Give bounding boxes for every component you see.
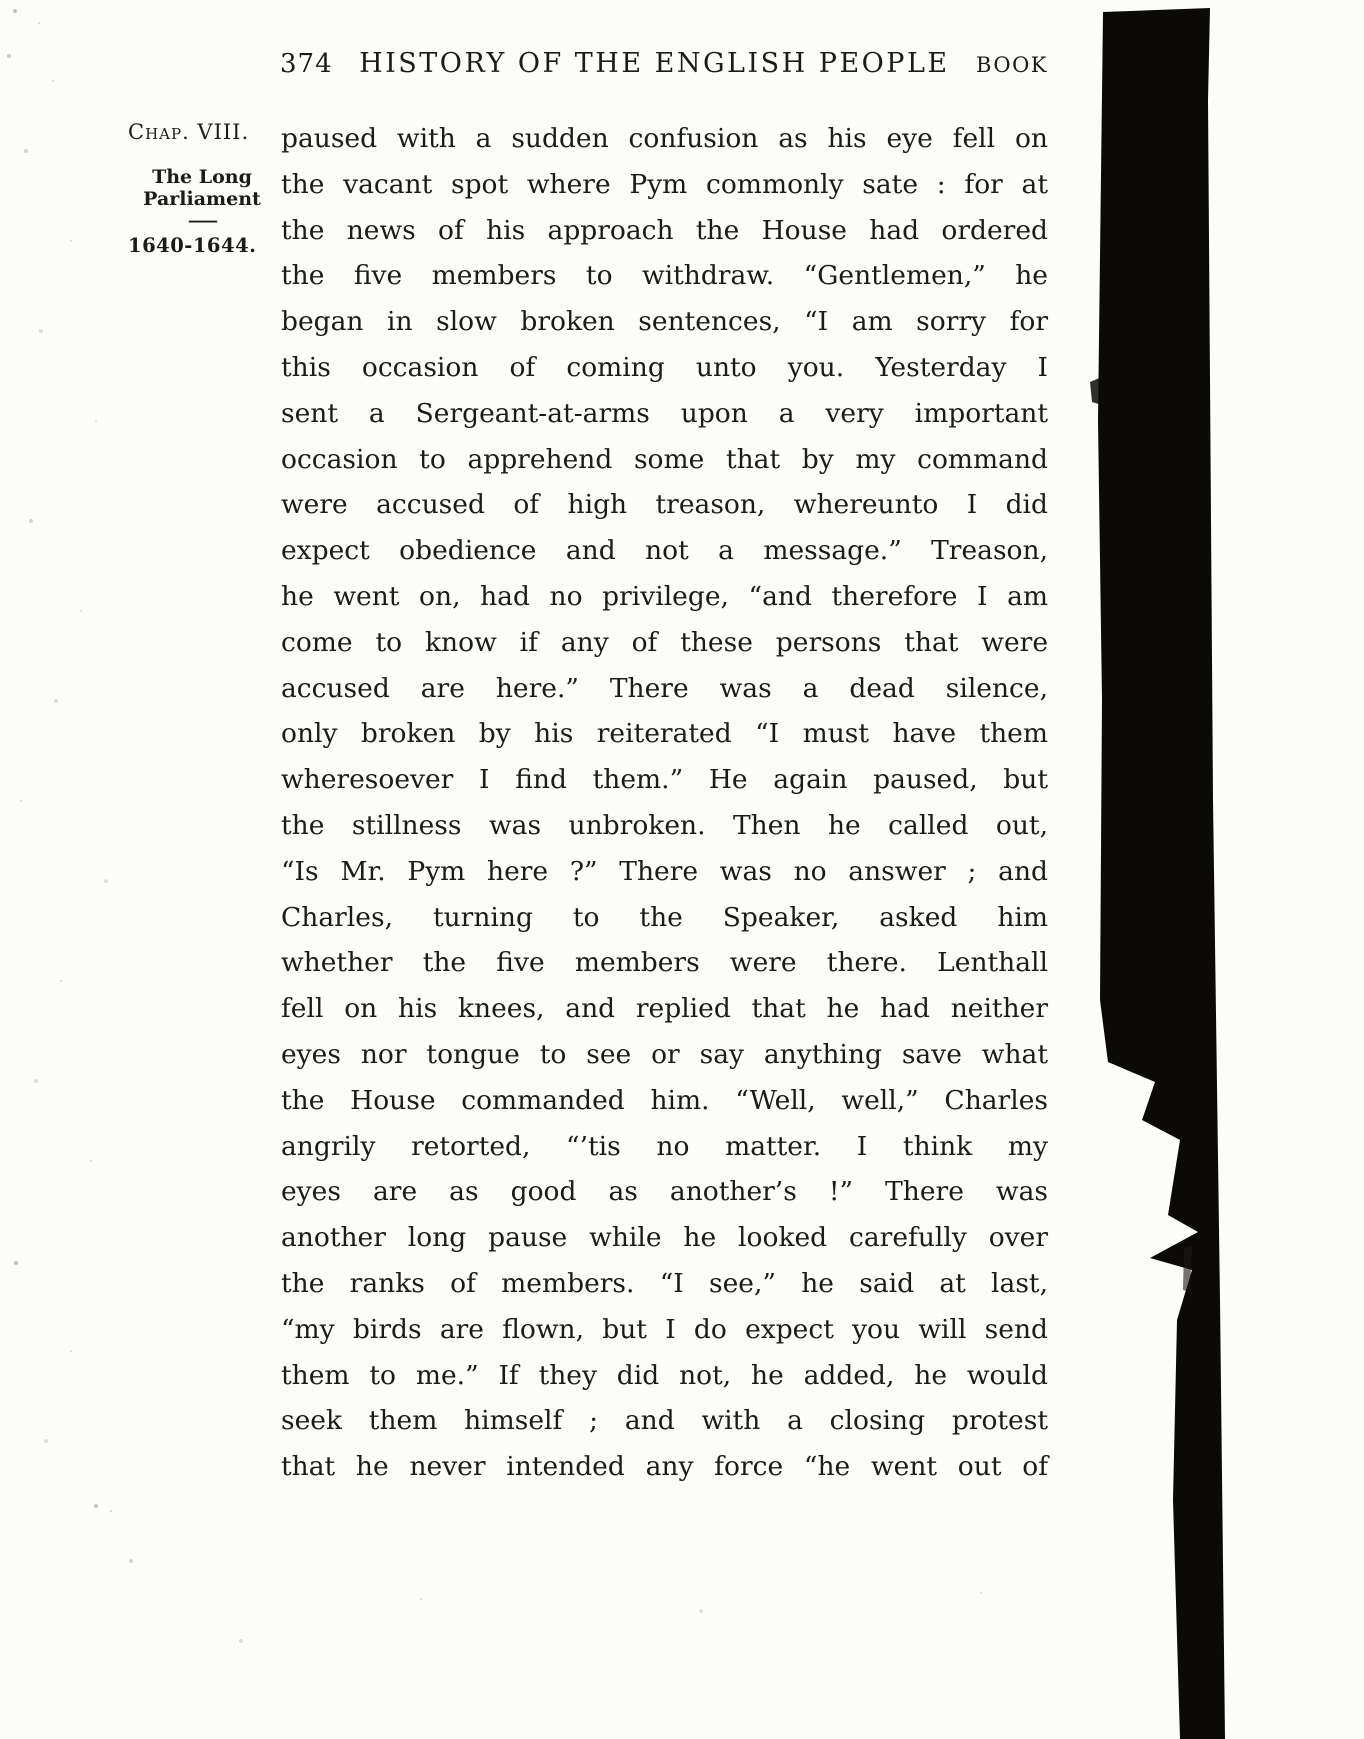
- text-line: whether the five members were there. Lenthall: [281, 947, 1048, 979]
- text-line: only broken by his reiterated “I must have them: [281, 718, 1048, 750]
- text-line: “my birds are flown, but I do expect you will send: [281, 1313, 1048, 1345]
- text-line: that he never intended any force “he went out of: [281, 1451, 1048, 1483]
- text-line: he went on, had no privilege, “and therefore I am: [281, 580, 1048, 612]
- margin-divider: ——: [188, 216, 216, 226]
- header-book-label: BOOK: [976, 53, 1048, 77]
- text-line: eyes nor tongue to see or say anything save what: [281, 1038, 1048, 1070]
- margin-dates: 1640-1644.: [128, 234, 257, 257]
- text-line: “Is Mr. Pym here ?” There was no answer ; and: [281, 855, 1048, 887]
- text-line: fell on his knees, and replied that he had neither: [281, 993, 1048, 1025]
- page-number: 374: [280, 49, 333, 79]
- text-line: the ranks of members. “I see,” he said at last,: [281, 1267, 1048, 1299]
- text-line: began in slow broken sentences, “I am sorry for: [281, 306, 1048, 338]
- text-line: come to know if any of these persons that were: [281, 626, 1048, 658]
- text-line: were accused of high treason, whereunto I did: [281, 489, 1048, 521]
- gutter-smudge: [1090, 376, 1105, 406]
- page-header: [280, 48, 1048, 79]
- margin-note-title: [128, 167, 276, 210]
- margin-note-line1: The Long: [152, 166, 252, 188]
- text-line: occasion to apprehend some that by my command: [281, 443, 1048, 475]
- body-text: [281, 116, 1048, 1490]
- scan-noise: [0, 0, 2, 2]
- book-gutter-shadow: [1080, 0, 1250, 1739]
- text-line: accused are here.” There was a dead silence,: [281, 672, 1048, 704]
- text-line: them to me.” If they did not, he added, he would: [281, 1359, 1048, 1391]
- text-line: eyes are as good as another’s !” There was: [281, 1176, 1048, 1208]
- text-line: Charles, turning to the Speaker, asked him: [281, 901, 1048, 933]
- margin-notes: [128, 120, 276, 257]
- text-line: seek them himself ; and with a closing protest: [281, 1405, 1048, 1437]
- text-line: the five members to withdraw. “Gentlemen,” he: [281, 260, 1048, 292]
- text-line: the stillness was unbroken. Then he called out,: [281, 809, 1048, 841]
- text-line: wheresoever I find them.” He again paused, but: [281, 764, 1048, 796]
- text-line: the House commanded him. “Well, well,” Charles: [281, 1084, 1048, 1116]
- text-line: another long pause while he looked carefully over: [281, 1222, 1048, 1254]
- text-line: the news of his approach the House had ordered: [281, 214, 1048, 246]
- text-line: sent a Sergeant-at-arms upon a very important: [281, 397, 1048, 429]
- margin-note-line2: Parliament: [143, 187, 261, 210]
- text-line: paused with a sudden confusion as his eye fell on: [281, 123, 1048, 154]
- running-title: HISTORY OF THE ENGLISH PEOPLE: [359, 48, 950, 79]
- text-line: this occasion of coming unto you. Yesterday I: [281, 351, 1048, 383]
- text-line: expect obedience and not a message.” Treason,: [281, 535, 1048, 567]
- gutter-band: [1098, 8, 1225, 1739]
- chapter-label: Chap. VIII.: [128, 120, 250, 144]
- text-line: the vacant spot where Pym commonly sate : for at: [281, 168, 1048, 200]
- text-line: angrily retorted, “’tis no matter. I think my: [281, 1130, 1048, 1162]
